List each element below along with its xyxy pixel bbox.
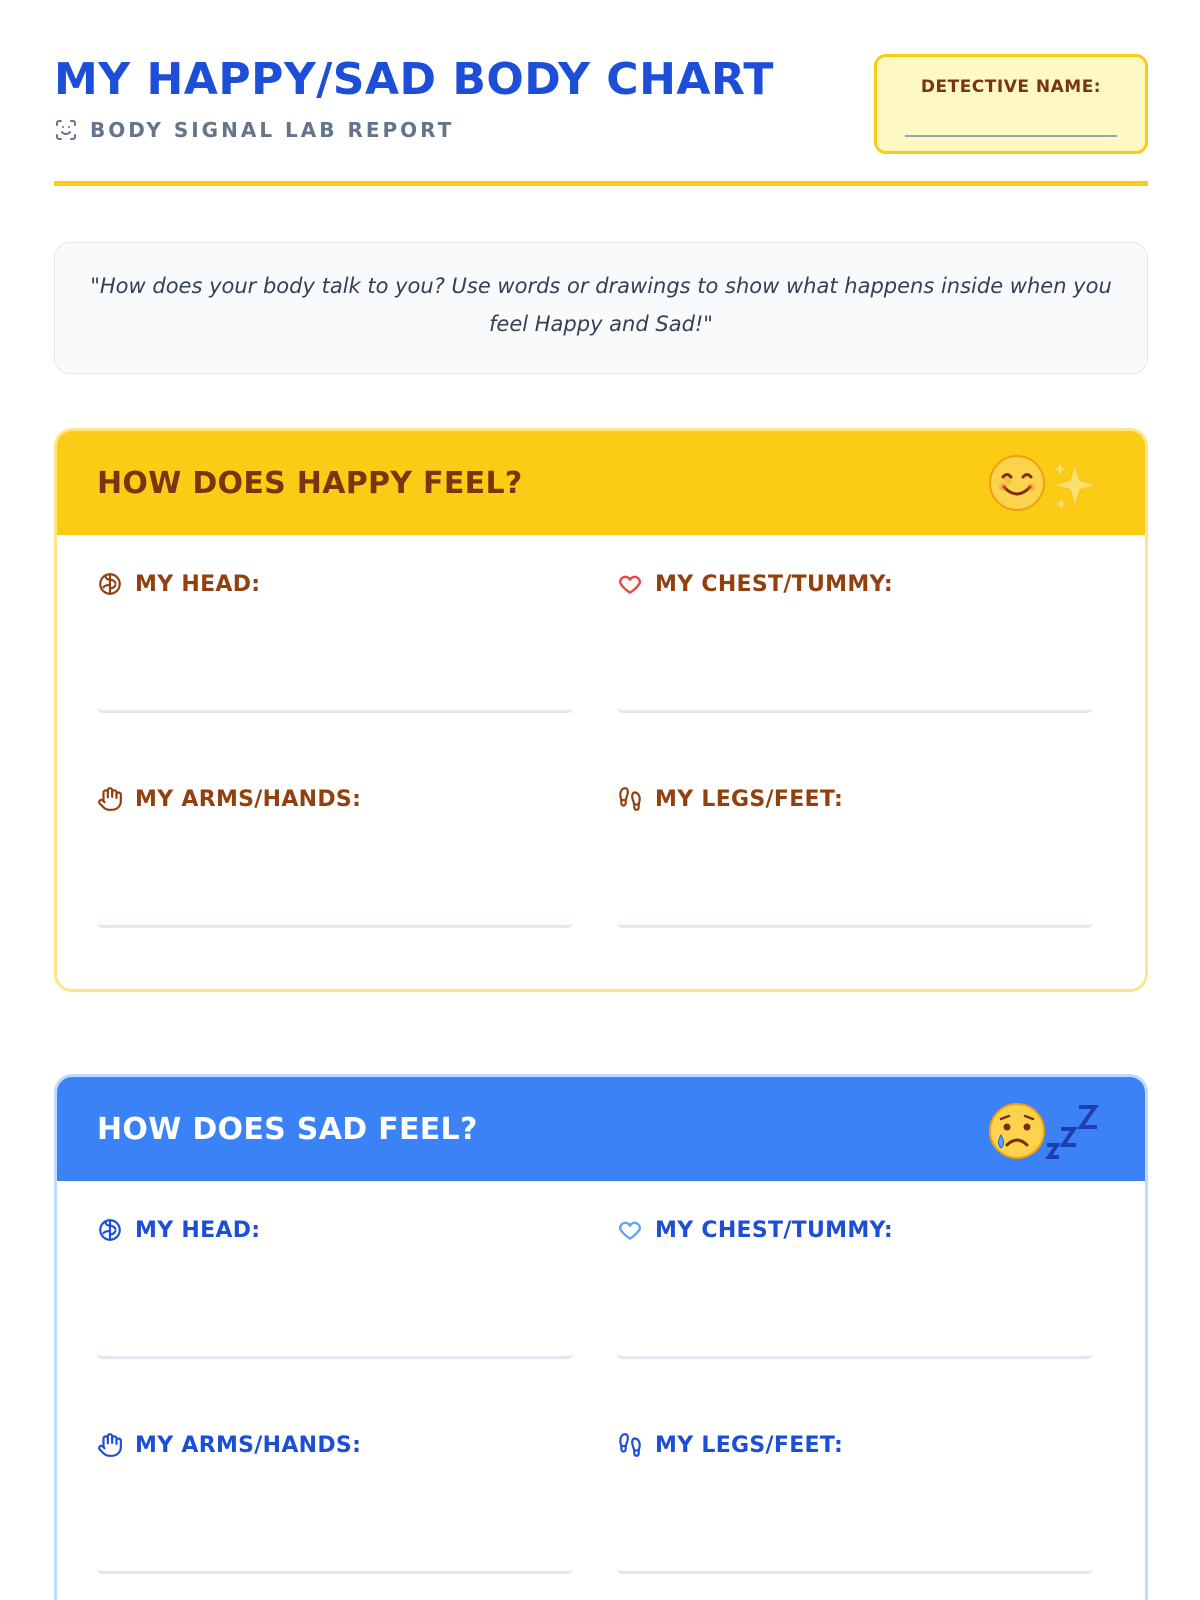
happy-chest-label: MY CHEST/TUMMY:: [655, 571, 893, 597]
sad-chest-field[interactable]: [617, 1217, 1093, 1243]
happy-legs-field[interactable]: [617, 786, 1093, 812]
happy-arms-label: MY ARMS/HANDS:: [135, 786, 362, 812]
page-subtitle: [54, 118, 454, 142]
sad-legs-field[interactable]: [617, 1432, 1093, 1458]
hand-icon: [97, 786, 123, 812]
sad-head-field[interactable]: [97, 1217, 573, 1243]
happy-section-header: [57, 431, 1145, 535]
sad-arms-label: MY ARMS/HANDS:: [135, 1432, 362, 1458]
sad-arms-field[interactable]: [97, 1432, 573, 1458]
answer-line[interactable]: [617, 920, 1093, 928]
sad-section: [54, 1074, 1148, 1600]
smiling-face-emoji: [990, 456, 1044, 510]
happy-section: [54, 428, 1148, 992]
happy-arms-field[interactable]: [97, 786, 573, 812]
sad-decoration: [987, 1099, 1105, 1159]
footprints-icon: [617, 1432, 643, 1458]
sparkles-emoji: [1052, 461, 1097, 511]
footprints-icon: [617, 786, 643, 812]
answer-line[interactable]: [617, 1566, 1093, 1574]
hand-icon: [97, 1432, 123, 1458]
answer-line[interactable]: [97, 920, 573, 928]
answer-line[interactable]: [97, 1566, 573, 1574]
sad-section-title: HOW DOES SAD FEEL?: [97, 1111, 478, 1147]
detective-name-field[interactable]: [905, 135, 1117, 137]
happy-head-field[interactable]: [97, 571, 573, 597]
answer-line[interactable]: [617, 1351, 1093, 1359]
page-title: MY HAPPY/SAD BODY CHART: [54, 54, 774, 105]
sad-chest-label: MY CHEST/TUMMY:: [655, 1217, 893, 1243]
happy-legs-label: MY LEGS/FEET:: [655, 786, 844, 812]
sad-legs-label: MY LEGS/FEET:: [655, 1432, 844, 1458]
answer-line[interactable]: [97, 705, 573, 713]
sad-head-label: MY HEAD:: [135, 1217, 261, 1243]
detective-name-label: DETECTIVE NAME:: [920, 77, 1102, 97]
detective-name-box: [874, 54, 1148, 154]
heart-icon: [617, 571, 643, 597]
header-divider: [54, 181, 1148, 186]
sad-section-header: [57, 1077, 1145, 1181]
answer-line[interactable]: [97, 1351, 573, 1359]
face-scan-icon: [54, 118, 78, 142]
happy-section-title: HOW DOES HAPPY FEEL?: [97, 465, 523, 501]
happy-chest-field[interactable]: [617, 571, 1093, 597]
crying-face-emoji: [990, 1104, 1044, 1158]
answer-line[interactable]: [617, 705, 1093, 713]
subtitle-text: BODY SIGNAL LAB REPORT: [90, 118, 455, 142]
zzz-icon: [1049, 1107, 1095, 1157]
brain-icon: [97, 1217, 123, 1243]
brain-icon: [97, 571, 123, 597]
instruction-prompt: "How does your body talk to you? Use words or drawings to show what happens inside when you feel Happy and Sad!": [54, 242, 1148, 374]
heart-icon: [617, 1217, 643, 1243]
happy-decoration: [987, 453, 1105, 513]
happy-head-label: MY HEAD:: [135, 571, 261, 597]
